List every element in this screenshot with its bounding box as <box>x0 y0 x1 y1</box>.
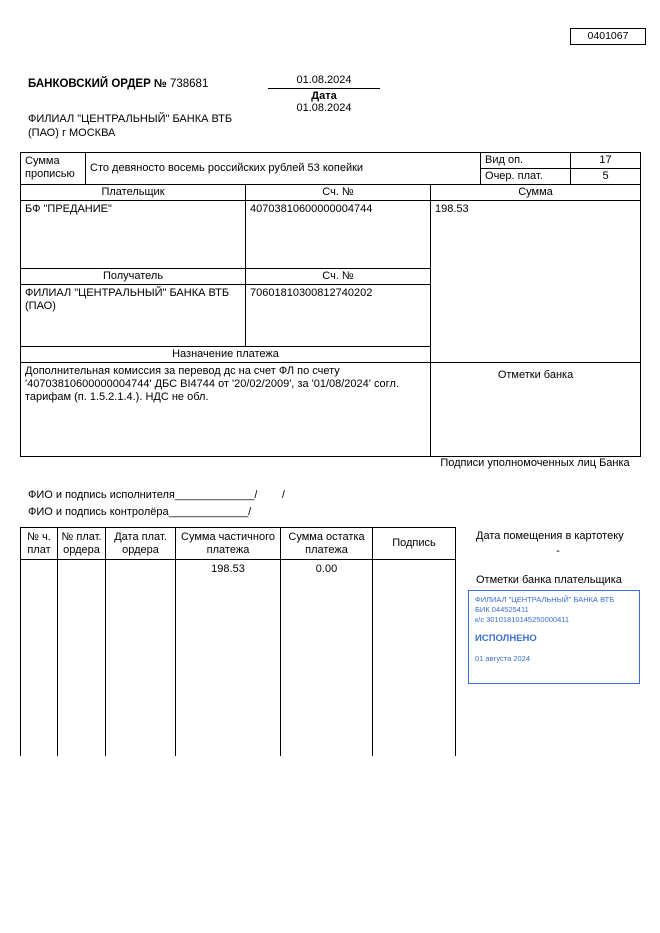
order-main-table <box>20 152 641 457</box>
priority-value-cell: 5 <box>571 169 641 185</box>
bank-execution-stamp <box>468 590 640 684</box>
purpose-text-cell: Дополнительная комиссия за перевод дс на счет ФЛ по счету '40703810600000004744' ДБС BI4744 от '20/02/2009', за '01/08/2024' согл. тарифам (п. 1.5.2.1.4.). НДС не обл. <box>21 363 431 457</box>
col-header-signature: Подпись <box>373 528 456 560</box>
amount-label-cell: Сумма <box>431 185 641 201</box>
date-value-top: 01.08.2024 <box>268 74 380 89</box>
payer-label-cell: Плательщик <box>21 185 246 201</box>
date-block <box>268 74 380 114</box>
payee-label-cell: Получатель <box>21 269 246 285</box>
partial-table-header-row <box>21 528 456 560</box>
purpose-label-cell: Назначение платежа <box>21 347 431 363</box>
payee-account-label-cell: Сч. № <box>246 269 431 285</box>
payer-account-label-cell: Сч. № <box>246 185 431 201</box>
card-index-date-value: - <box>556 545 560 557</box>
partial-payments-table <box>20 527 456 756</box>
body-order-date-cell <box>106 560 176 756</box>
remaining-amount-cell: 0.00 <box>281 560 373 756</box>
form-code: 0401067 <box>587 30 629 42</box>
body-order-number-cell <box>58 560 106 756</box>
payer-account-cell: 40703810600000004744 <box>246 201 431 269</box>
executor-label: ФИО и подпись исполнителя <box>28 489 175 501</box>
col-header-order-number: № плат. ордера <box>58 528 106 560</box>
bank-name-line1: ФИЛИАЛ "ЦЕНТРАЛЬНЫЙ" БАНКА ВТБ <box>28 113 233 125</box>
payee-name-cell: ФИЛИАЛ "ЦЕНТРАЛЬНЫЙ" БАНКА ВТБ (ПАО) <box>21 285 246 347</box>
date-value-bottom: 01.08.2024 <box>296 102 352 114</box>
controller-line: _____________/ <box>168 506 252 518</box>
controller-label: ФИО и подпись контролёра <box>28 506 169 518</box>
document-title <box>28 78 208 90</box>
amount-words-label-cell: Сумма прописью <box>21 153 86 185</box>
op-kind-label-cell: Вид оп. <box>481 153 571 169</box>
date-label: Дата <box>311 90 337 102</box>
issuing-bank-name <box>28 112 232 140</box>
amount-words-cell: Сто девяносто восемь российских рублей 53 копейки <box>86 153 481 185</box>
payee-account-cell: 70601810300812740202 <box>246 285 431 347</box>
executor-line: _____________/ / <box>174 489 285 501</box>
col-header-remaining-amount: Сумма остатка платежа <box>281 528 373 560</box>
stamp-bik: БИК 044525411 <box>475 605 529 614</box>
executor-signature-line <box>28 489 285 501</box>
col-header-partial-amount: Сумма частичного платежа <box>176 528 281 560</box>
priority-label-cell: Очер. плат. <box>481 169 571 185</box>
card-index-date-label: Дата помещения в картотеку <box>476 530 624 542</box>
partial-table-body-row <box>21 560 456 756</box>
bank-name-line2: (ПАО) г МОСКВА <box>28 127 116 139</box>
bank-signatures-label: Подписи уполномоченных лиц Банка <box>440 457 630 469</box>
stamp-date: 01 августа 2024 <box>475 654 531 663</box>
body-signature-cell <box>373 560 456 756</box>
stamp-bank-name: ФИЛИАЛ "ЦЕНТРАЛЬНЫЙ" БАНКА ВТБ <box>475 595 615 604</box>
bank-marks-cell: Отметки банка <box>431 363 641 457</box>
op-kind-value-cell: 17 <box>571 153 641 169</box>
payer-name-cell: БФ "ПРЕДАНИЕ" <box>21 201 246 269</box>
stamp-status: ИСПОЛНЕНО <box>475 633 537 644</box>
col-header-order-date: Дата плат. ордера <box>106 528 176 560</box>
controller-signature-line <box>28 506 251 518</box>
partial-amount-cell: 198.53 <box>176 560 281 756</box>
body-part-number-cell <box>21 560 58 756</box>
amount-value-cell: 198.53 <box>431 201 641 363</box>
col-header-part-number: № ч. плат <box>21 528 58 560</box>
form-code-box <box>570 28 646 45</box>
payer-bank-marks-label: Отметки банка плательщика <box>476 574 622 586</box>
title-label: БАНКОВСКИЙ ОРДЕР № <box>28 78 167 90</box>
order-number: 738681 <box>169 78 209 90</box>
stamp-corr-account: к/с 30101810145250000411 <box>475 615 570 624</box>
